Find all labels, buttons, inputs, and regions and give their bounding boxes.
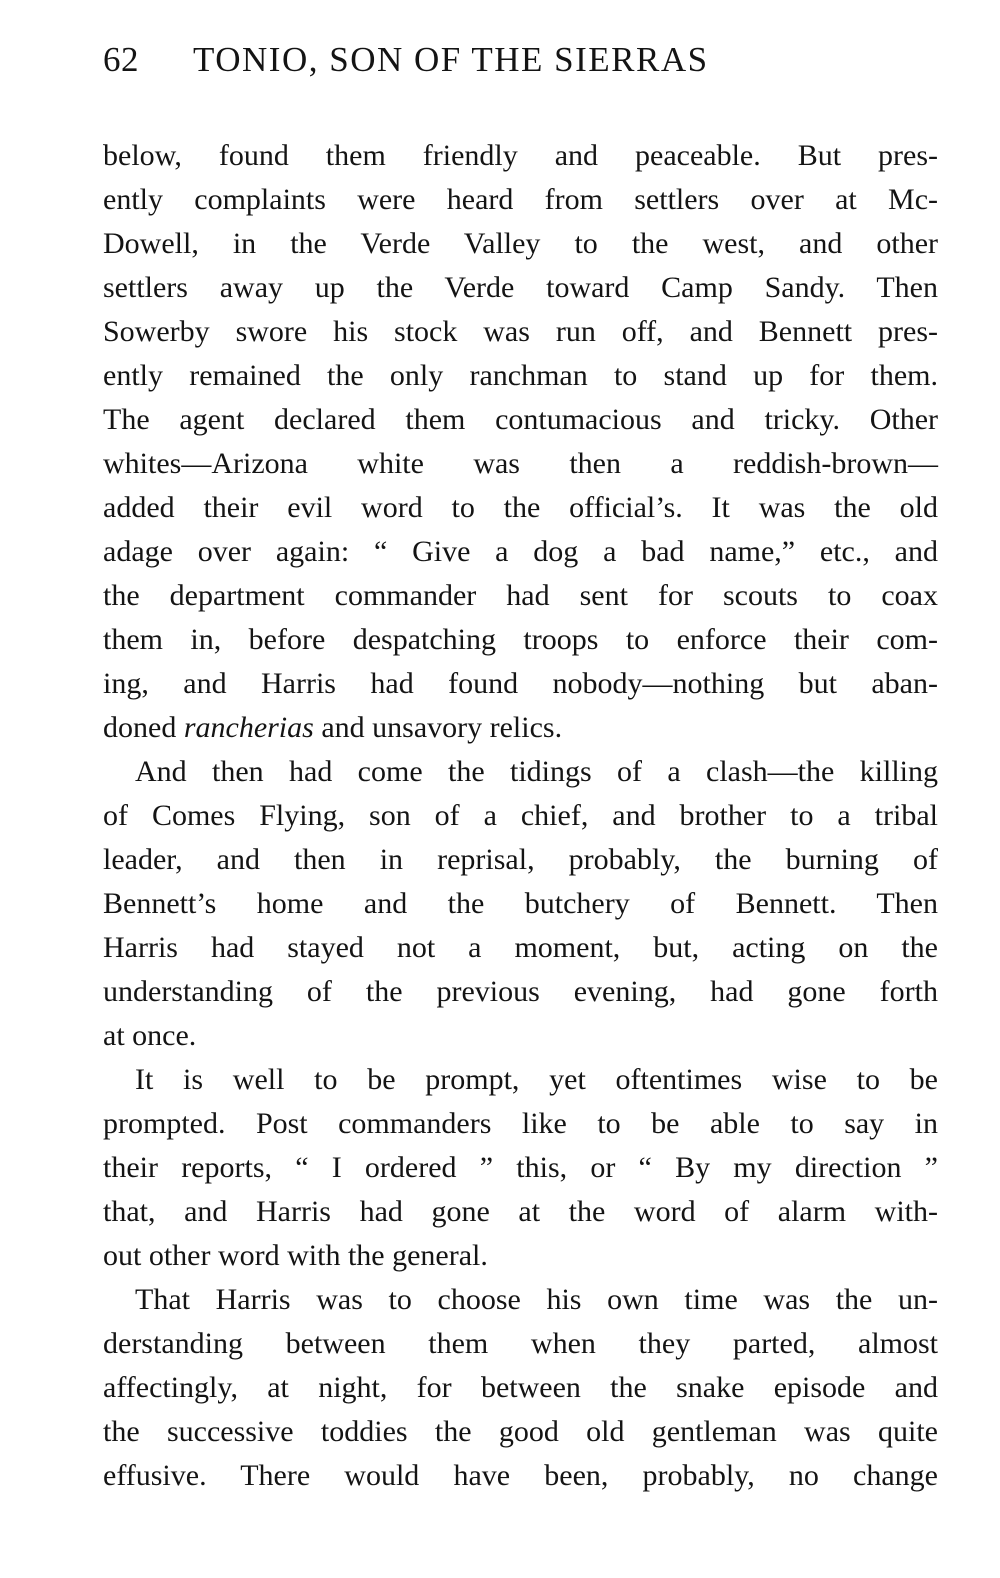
- italic-word: rancherias: [183, 711, 314, 744]
- text-line: ing, and Harris had found nobody—nothing but aban-: [103, 667, 938, 700]
- text-line: whites—Arizona white was then a reddish-brown—: [103, 447, 938, 480]
- text-segment: and unsavory relics.: [313, 711, 563, 744]
- body-text: [103, 134, 938, 1498]
- text-line: ently remained the only ranchman to stand up for them.: [103, 359, 938, 392]
- running-head: [103, 40, 938, 98]
- text-line: of Comes Flying, son of a chief, and brother to a tribal: [103, 799, 938, 832]
- text-line: Harris had stayed not a moment, but, acting on the: [103, 931, 938, 964]
- text-line: Bennett’s home and the butchery of Bennett. Then: [103, 887, 938, 920]
- text-line: And then had come the tidings of a clash—the killing: [135, 755, 938, 788]
- text-line: below, found them friendly and peaceable. But pres-: [103, 139, 938, 172]
- running-head-title: TONIO, SON OF THE SIERRAS: [193, 40, 709, 79]
- text-line: added their evil word to the official’s. It was the old: [103, 491, 938, 524]
- paragraph: [103, 1058, 938, 1278]
- text-line: ently complaints were heard from settlers over at Mc-: [103, 183, 938, 216]
- text-line: The agent declared them contumacious and tricky. Other: [103, 403, 938, 436]
- text-line: the successive toddies the good old gentleman was quite: [103, 1415, 938, 1448]
- text-line: out other word with the general.: [103, 1239, 488, 1272]
- text-segment: doned: [103, 711, 184, 744]
- text-line: understanding of the previous evening, had gone forth: [103, 975, 938, 1008]
- text-line: It is well to be prompt, yet oftentimes wise to be: [135, 1063, 938, 1096]
- text-line: effusive. There would have been, probably, no change: [103, 1459, 938, 1492]
- text-line: at once.: [103, 1019, 197, 1052]
- paragraph: [103, 750, 938, 1058]
- book-page: [103, 40, 938, 1498]
- text-line: adage over again: “ Give a dog a bad name,” etc., and: [103, 535, 938, 568]
- text-line: prompted. Post commanders like to be able to say in: [103, 1107, 938, 1140]
- text-line: Sowerby swore his stock was run off, and Bennett pres-: [103, 315, 938, 348]
- paragraph: [103, 1278, 938, 1498]
- text-line: leader, and then in reprisal, probably, the burning of: [103, 843, 938, 876]
- text-line: their reports, “ I ordered ” this, or “ By my direction ”: [103, 1151, 938, 1184]
- page-number: 62: [103, 40, 139, 79]
- text-line: that, and Harris had gone at the word of alarm with-: [103, 1195, 938, 1228]
- text-line: [103, 706, 938, 750]
- text-line: derstanding between them when they parted, almost: [103, 1327, 938, 1360]
- text-line: That Harris was to choose his own time was the un-: [135, 1283, 938, 1316]
- text-line: the department commander had sent for scouts to coax: [103, 579, 938, 612]
- paragraph: [103, 134, 938, 750]
- text-line: settlers away up the Verde toward Camp Sandy. Then: [103, 271, 938, 304]
- text-line: Dowell, in the Verde Valley to the west, and other: [103, 227, 938, 260]
- text-line: them in, before despatching troops to enforce their com-: [103, 623, 938, 656]
- text-line: affectingly, at night, for between the snake episode and: [103, 1371, 938, 1404]
